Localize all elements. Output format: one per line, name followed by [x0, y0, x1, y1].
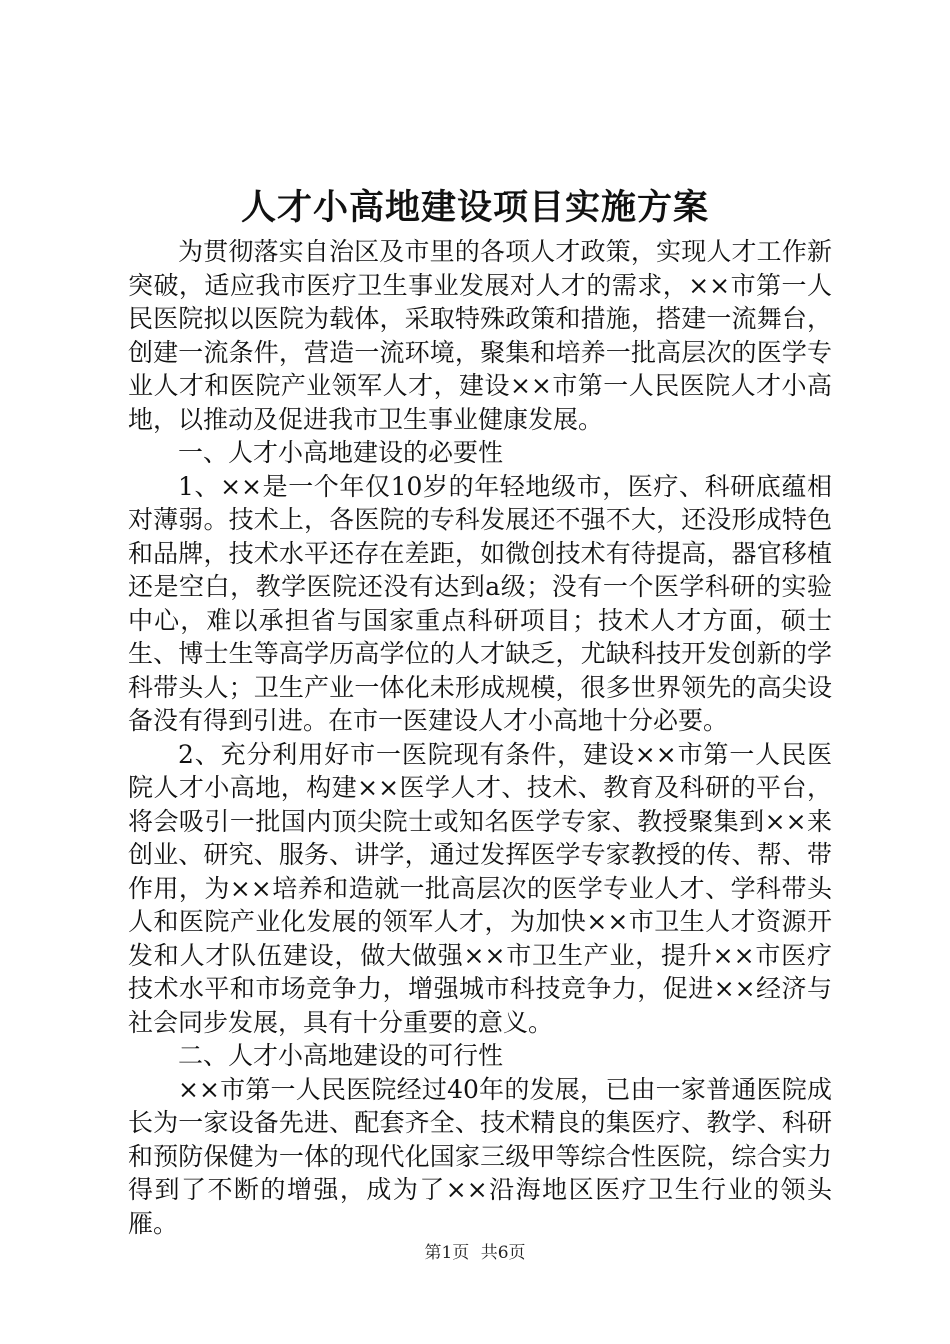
intro-paragraph: 为贯彻落实自治区及市里的各项人才政策，实现人才工作新突破，适应我市医疗卫生事业发展对人才的需求，××市第一人民医院拟以医院为载体，采取特殊政策和措施，搭建一流舞台，创建一流条件，营造一流环境，聚集和培养一批高层次的医学专业人才和医院产业领军人才，建设××市第一人民医院人才小高地，以推动及促进我市卫生事业健康发展。	[128, 237, 832, 434]
page-footer	[0, 1241, 950, 1265]
section-heading-necessity: 一、人才小高地建设的必要性	[178, 438, 504, 467]
necessity-paragraph-2: 2、充分利用好市一医院现有条件，建设××市第一人民医院人才小高地，构建××医学人才、技术、教育及科研的平台，将会吸引一批国内顶尖院士或知名医学专家、教授聚集到××来创业、研究、服务、讲学，通过发挥医学专家教授的传、帮、带作用，为××培养和造就一批高层次的医学专业人才、学科带头人和医院产业化发展的领军人才，为加快××市卫生人才资源开发和人才队伍建设，做大做强××市卫生产业，提升××市医疗技术水平和市场竞争力，增强城市科技竞争力，促进××经济与社会同步发展，具有十分重要的意义。	[128, 739, 832, 1037]
feasibility-paragraph-1: ××市第一人民医院经过40年的发展，已由一家普通医院成长为一家设备先进、配套齐全、技术精良的集医疗、教学、科研和预防保健为一体的现代化国家三级甲等综合性医院，综合实力得到了不断的增强，成为了××沿海地区医疗卫生行业的领头雁。	[128, 1074, 832, 1238]
document-body	[128, 235, 832, 1240]
section-heading-feasibility: 二、人才小高地建设的可行性	[178, 1041, 504, 1070]
necessity-paragraph-1: 1、××是一个年仅10岁的年轻地级市，医疗、科研底蕴相对薄弱。技术上，各医院的专科发展还不强不大，还没形成特色和品牌，技术水平还存在差距，如微创技术有待提高，器官移植还是空白，教学医院还没有达到a级；没有一个医学科研的实验中心，难以承担省与国家重点科研项目；技术人才方面，硕士生、博士生等高学历高学位的人才缺乏，尤缺科技开发创新的学科带头人；卫生产业一体化未形成规模，很多世界领先的高尖设备没有得到引进。在市一医建设人才小高地十分必要。	[128, 471, 832, 735]
page-number-current: 第1页	[424, 1243, 470, 1263]
page-number-total: 共6页	[480, 1243, 526, 1263]
document-title: 人才小高地建设项目实施方案	[240, 187, 709, 228]
